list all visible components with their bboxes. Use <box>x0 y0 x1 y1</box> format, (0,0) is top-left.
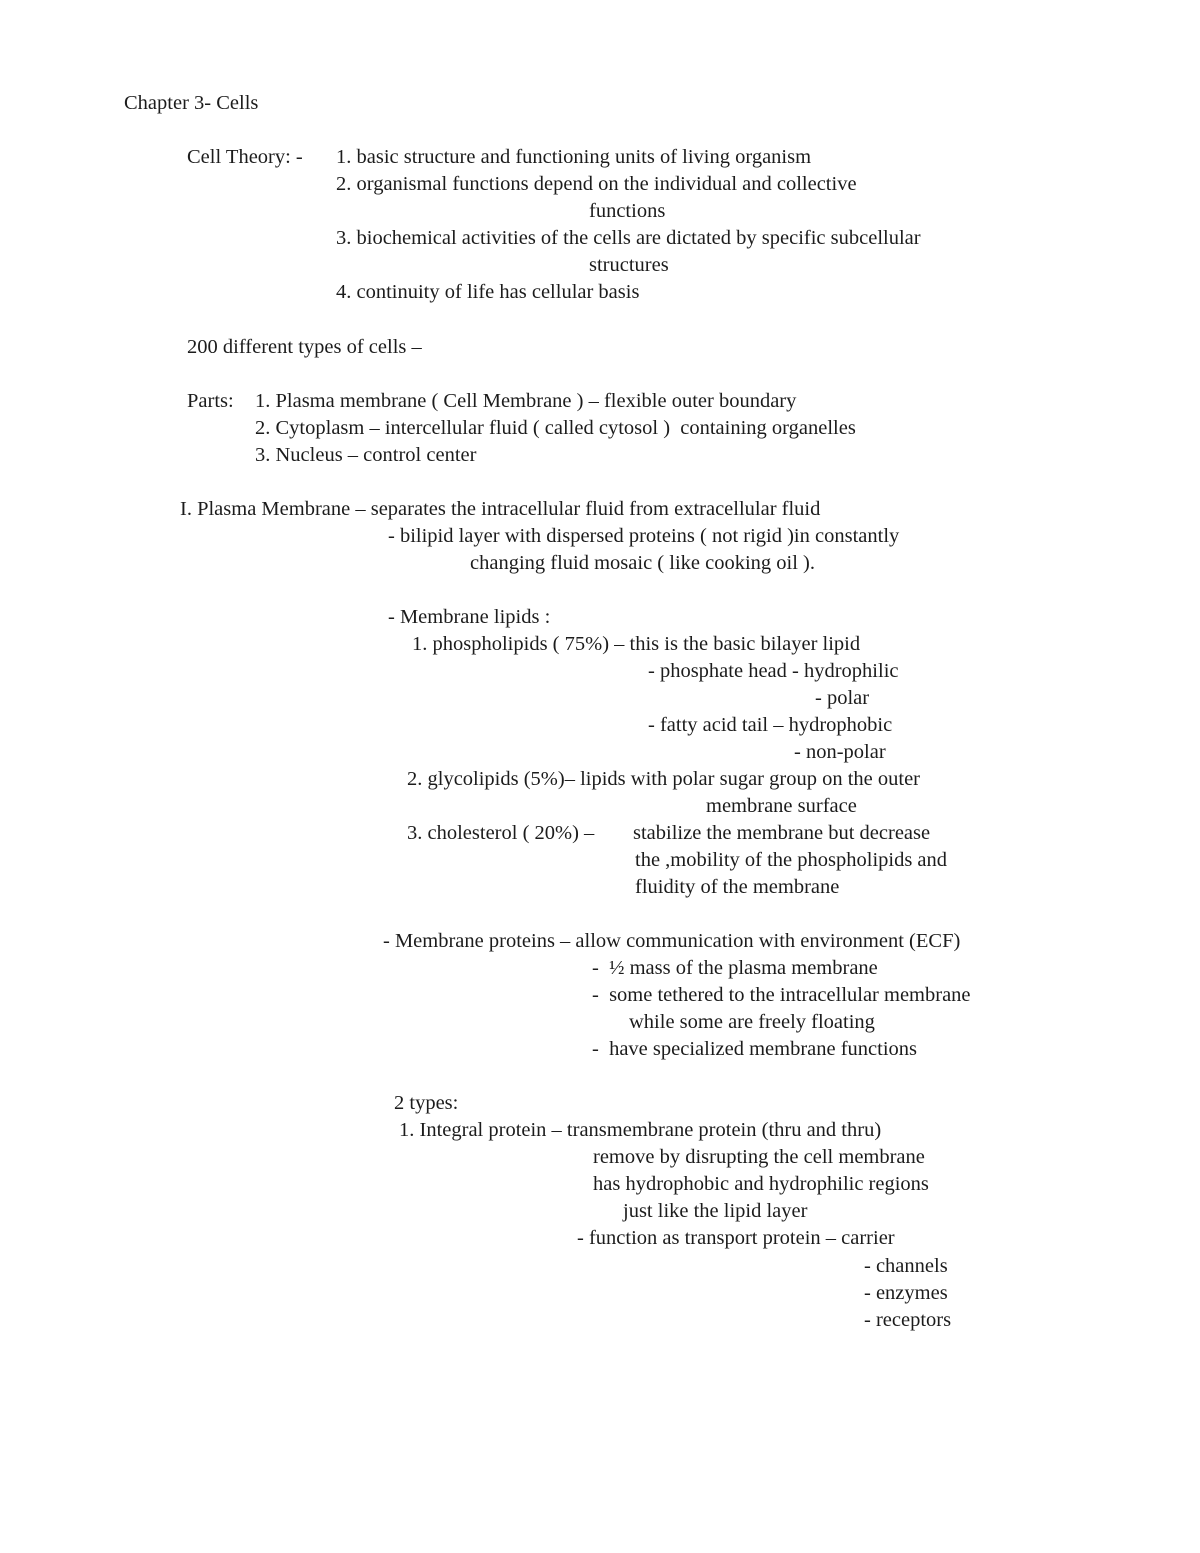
cell-theory-point-cont: structures <box>589 254 669 276</box>
protein-type-line: just like the lipid layer <box>623 1200 808 1222</box>
lipid-line: 3. cholesterol ( 20%) – <box>407 822 595 844</box>
lipid-line: 1. phospholipids ( 75%) – this is the basic bilayer lipid <box>412 633 861 655</box>
protein-type-line: - function as transport protein – carrier <box>577 1227 895 1249</box>
cell-theory-point: 2. organismal functions depend on the individual and collective <box>336 173 857 195</box>
cell-theory-point-cont: functions <box>589 200 666 222</box>
protein-types-heading: 2 types: <box>394 1092 459 1114</box>
cell-theory-point: 4. continuity of life has cellular basis <box>336 281 640 303</box>
cell-theory-label: Cell Theory: - <box>187 146 303 168</box>
protein-line: while some are freely floating <box>629 1011 875 1033</box>
protein-type-line: has hydrophobic and hydrophilic regions <box>593 1173 929 1195</box>
protein-line: - some tethered to the intracellular membrane <box>592 984 971 1006</box>
cell-theory-point: 1. basic structure and functioning units of living organism <box>336 146 812 168</box>
chapter-title: Chapter 3- Cells <box>124 92 259 114</box>
parts-item: 2. Cytoplasm – intercellular fluid ( called cytosol ) containing organelles <box>255 417 856 439</box>
protein-type-line: - enzymes <box>864 1282 948 1304</box>
protein-type-line: remove by disrupting the cell membrane <box>593 1146 925 1168</box>
lipid-line: the ,mobility of the phospholipids and <box>635 849 948 871</box>
lipid-line: - polar <box>815 687 870 709</box>
lipid-line: stabilize the membrane but decrease <box>633 822 931 844</box>
protein-type-line: 1. Integral protein – transmembrane protein (thru and thru) <box>399 1119 882 1141</box>
lipid-line: - phosphate head - hydrophilic <box>648 660 899 682</box>
lipid-line: membrane surface <box>706 795 857 817</box>
cell-types-line: 200 different types of cells – <box>187 336 422 358</box>
plasma-membrane-desc: changing fluid mosaic ( like cooking oil ). <box>470 552 816 574</box>
lipid-line: - non-polar <box>794 741 886 763</box>
parts-item: 1. Plasma membrane ( Cell Membrane ) – flexible outer boundary <box>255 390 797 412</box>
plasma-membrane-desc: - bilipid layer with dispersed proteins ( not rigid )in constantly <box>388 525 900 547</box>
membrane-proteins-heading: - Membrane proteins – allow communication with environment (ECF) <box>383 930 961 952</box>
parts-label: Parts: <box>187 390 234 412</box>
lipid-line: 2. glycolipids (5%)– lipids with polar sugar group on the outer <box>407 768 920 790</box>
membrane-lipids-heading: - Membrane lipids : <box>388 606 551 628</box>
protein-type-line: - channels <box>864 1255 948 1277</box>
protein-type-line: - receptors <box>864 1309 952 1331</box>
protein-line: - have specialized membrane functions <box>592 1038 918 1060</box>
plasma-membrane-heading: I. Plasma Membrane – separates the intracellular fluid from extracellular fluid <box>180 498 821 520</box>
protein-line: - ½ mass of the plasma membrane <box>592 957 878 979</box>
lipid-line: fluidity of the membrane <box>635 876 840 898</box>
lipid-line: - fatty acid tail – hydrophobic <box>648 714 893 736</box>
parts-item: 3. Nucleus – control center <box>255 444 477 466</box>
cell-theory-point: 3. biochemical activities of the cells are dictated by specific subcellular <box>336 227 921 249</box>
